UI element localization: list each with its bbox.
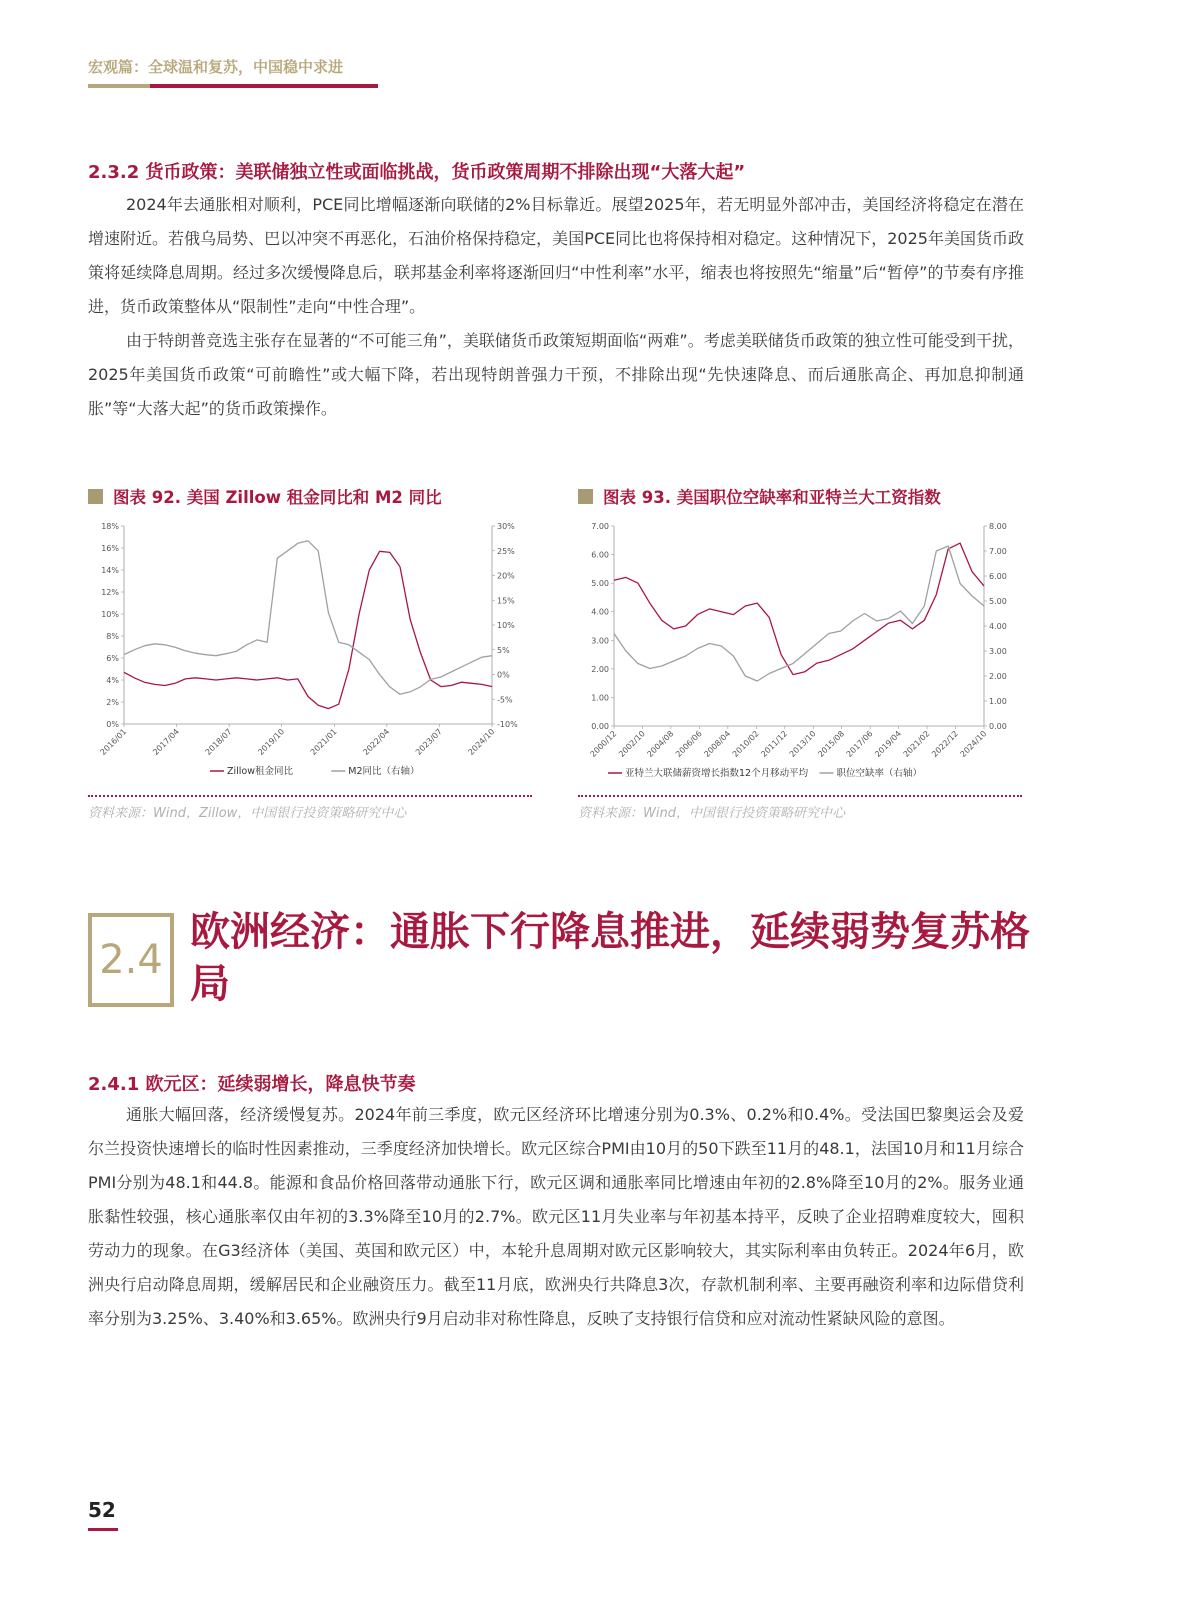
left-tick-label: 12%: [101, 588, 119, 597]
right-tick-label: 5%: [497, 645, 510, 655]
x-tick-label: 2013/10: [787, 729, 818, 759]
figure-92-title: [88, 484, 442, 508]
paragraph-inflation-outlook: 2024年去通胀相对顺利，PCE同比增幅逐渐向联储的2%目标靠近。展望2025年，若无明显外部冲击，美国经济将稳定在潜在增速附近。若俄乌局势、巴以冲突不再恶化，石油价格保持稳定，美国PCE同比也将保持相对稳定。这种情况下，2025年美国货币政策将延续降息周期。经过多次缓慢降息后，联邦基金利率将逐渐回归“中性利率”水平，缩表也将按照先“缩量”后“暂停”的节奏有序推进，货币政策整体从“限制性”走向“中性合理”。: [88, 195, 1024, 316]
figure-marker-icon: [88, 489, 103, 504]
left-tick-label: 10%: [101, 610, 119, 619]
series-line: [614, 543, 984, 675]
right-tick-label: 15%: [497, 596, 515, 606]
x-tick-label: 2006/06: [673, 729, 704, 759]
x-tick-label: 2008/04: [702, 729, 733, 759]
right-tick-label: -5%: [497, 695, 513, 705]
x-tick-label: 2002/10: [617, 729, 647, 759]
left-tick-label: 6%: [106, 654, 119, 663]
x-tick-label: 2024/10: [466, 727, 497, 757]
right-tick-label: 6.00: [989, 572, 1007, 581]
series-line: [614, 546, 984, 681]
x-tick-label: 2017/06: [844, 729, 875, 759]
x-tick-label: 2022/04: [361, 727, 392, 757]
figure-93-title: [578, 484, 941, 508]
left-tick-label: 2.00: [591, 664, 609, 674]
legend-label: 职位空缺率（右轴）: [836, 768, 923, 779]
left-tick-label: 14%: [101, 566, 119, 575]
right-tick-label: 0%: [497, 670, 510, 680]
x-tick-label: 2015/08: [816, 729, 847, 759]
left-tick-label: 4.00: [591, 607, 609, 617]
subsection-heading-2-4-1: 2.4.1 欧元区：延续弱增长，降息快节奏: [88, 1074, 416, 1095]
left-tick-label: 8%: [106, 632, 119, 641]
right-tick-label: -10%: [497, 720, 518, 729]
section-number: 2.4: [99, 937, 163, 983]
legend-label: M2同比（右轴）: [348, 766, 420, 777]
left-tick-label: 7.00: [591, 522, 609, 531]
left-tick-label: 0.00: [591, 722, 609, 731]
series-line: [124, 551, 492, 708]
x-tick-label: 2022/12: [930, 729, 960, 759]
right-tick-label: 5.00: [989, 597, 1007, 606]
left-tick-label: 3.00: [591, 636, 609, 646]
x-tick-label: 2019/04: [873, 729, 904, 759]
left-tick-label: 4%: [106, 676, 119, 685]
header-rule-red: [150, 84, 378, 88]
header-rule-gold: [88, 84, 150, 88]
right-tick-label: 1.00: [989, 697, 1007, 706]
x-tick-label: 2017/04: [151, 727, 181, 757]
figure-93-source: 资料来源：Wind，中国银行投资策略研究中心: [578, 806, 845, 821]
left-tick-label: 18%: [101, 522, 119, 531]
subsection-heading-2-3-2: 2.3.2 货币政策：美联储独立性或面临挑战，货币政策周期不排除出现“大落大起”: [88, 162, 746, 183]
right-tick-label: 7.00: [989, 547, 1007, 556]
right-tick-label: 4.00: [989, 622, 1007, 631]
paragraph-eurozone: 通胀大幅回落，经济缓慢复苏。2024年前三季度，欧元区经济环比增速分别为0.3%、0.2%和0.4%。受法国巴黎奥运会及爱尔兰投资快速增长的临时性因素推动，三季度经济加快增长。欧元区综合PMI由10月的50下跌至11月的48.1，法国10月和11月综合PMI分别为48.1和44.8。能源和食品价格回落带动通胀下行，欧元区调和通胀率同比增速由年初的2.8%降至10月的2%。服务业通胀黏性较强，核心通胀率仅由年初的3.3%降至10月的2.7%。欧元区11月失业率与年初基本持平，反映了企业招聘难度较大，囤积劳动力的现象。在G3经济体（美国、英国和欧元区）中，本轮升息周期对欧元区影响较大，其实际利率由负转正。2024年6月，欧洲央行启动降息周期，缓解居民和企业融资压力。截至11月底，欧洲央行共降息3次，存款机制利率、主要再融资利率和边际借贷利率分别为3.25%、3.40%和3.65%。欧洲央行9月启动非对称性降息，反映了支持银行信贷和应对流动性紧缺风险的意图。: [88, 1105, 1024, 1328]
figure-93-title-text: 图表 93. 美国职位空缺率和亚特兰大工资指数: [603, 488, 941, 507]
right-tick-label: 25%: [497, 546, 515, 556]
chart-zillow-m2: [88, 512, 538, 784]
figure-92-rule: [88, 795, 532, 797]
figure-92-title-text: 图表 92. 美国 Zillow 租金同比和 M2 同比: [113, 488, 442, 507]
figure-marker-icon: [578, 489, 593, 504]
left-tick-label: 6.00: [591, 550, 609, 560]
x-tick-label: 2004/08: [645, 729, 676, 759]
x-tick-label: 2016/01: [98, 727, 129, 757]
right-tick-label: 20%: [497, 571, 515, 581]
legend-label: Zillow租金同比: [227, 766, 294, 777]
left-tick-label: 2%: [106, 698, 119, 707]
legend-label: 亚特兰大联储薪资增长指数12个月移动平均: [625, 768, 809, 779]
left-tick-label: 16%: [101, 544, 119, 553]
section-title: 欧洲经济：通胀下行降息推进，延续弱势复苏格局: [190, 909, 1030, 1007]
left-tick-label: 1.00: [591, 693, 609, 703]
x-tick-label: 2019/10: [256, 727, 287, 757]
page-number-rule: [88, 1528, 118, 1531]
x-tick-label: 2023/07: [413, 727, 444, 757]
right-tick-label: 10%: [497, 621, 515, 630]
x-tick-label: 2021/01: [308, 727, 339, 757]
left-tick-label: 5.00: [591, 579, 609, 589]
right-tick-label: 30%: [497, 522, 515, 531]
chart-vacancy-wage: [578, 512, 1024, 784]
right-tick-label: 8.00: [989, 522, 1007, 531]
left-tick-label: 0%: [106, 720, 119, 729]
x-tick-label: 2021/02: [901, 729, 932, 759]
right-tick-label: 0.00: [989, 722, 1007, 731]
series-line: [124, 541, 492, 695]
x-tick-label: 2024/10: [958, 729, 989, 759]
running-header: 宏观篇：全球温和复苏，中国稳中求进: [88, 58, 344, 76]
x-tick-label: 2011/12: [759, 729, 790, 759]
page-number: 52: [88, 1498, 116, 1522]
figure-93-rule: [578, 795, 1022, 797]
paragraph-fed-independence: 由于特朗普竞选主张存在显著的“不可能三角”，美联储货币政策短期面临“两难”。考虑美联储货币政策的独立性可能受到干扰，2025年美国货币政策“可前瞻性”或大幅下降，若出现特朗普强力干预，不排除出现“先快速降息、而后通胀高企、再加息抑制通胀”等“大落大起”的货币政策操作。: [88, 331, 1024, 418]
right-tick-label: 2.00: [989, 672, 1007, 681]
x-tick-label: 2000/12: [588, 729, 619, 759]
x-tick-label: 2018/07: [203, 727, 234, 757]
right-tick-label: 3.00: [989, 647, 1007, 656]
figure-92-source: 资料来源：Wind，Zillow，中国银行投资策略研究中心: [88, 806, 407, 821]
x-tick-label: 2010/02: [730, 729, 761, 759]
